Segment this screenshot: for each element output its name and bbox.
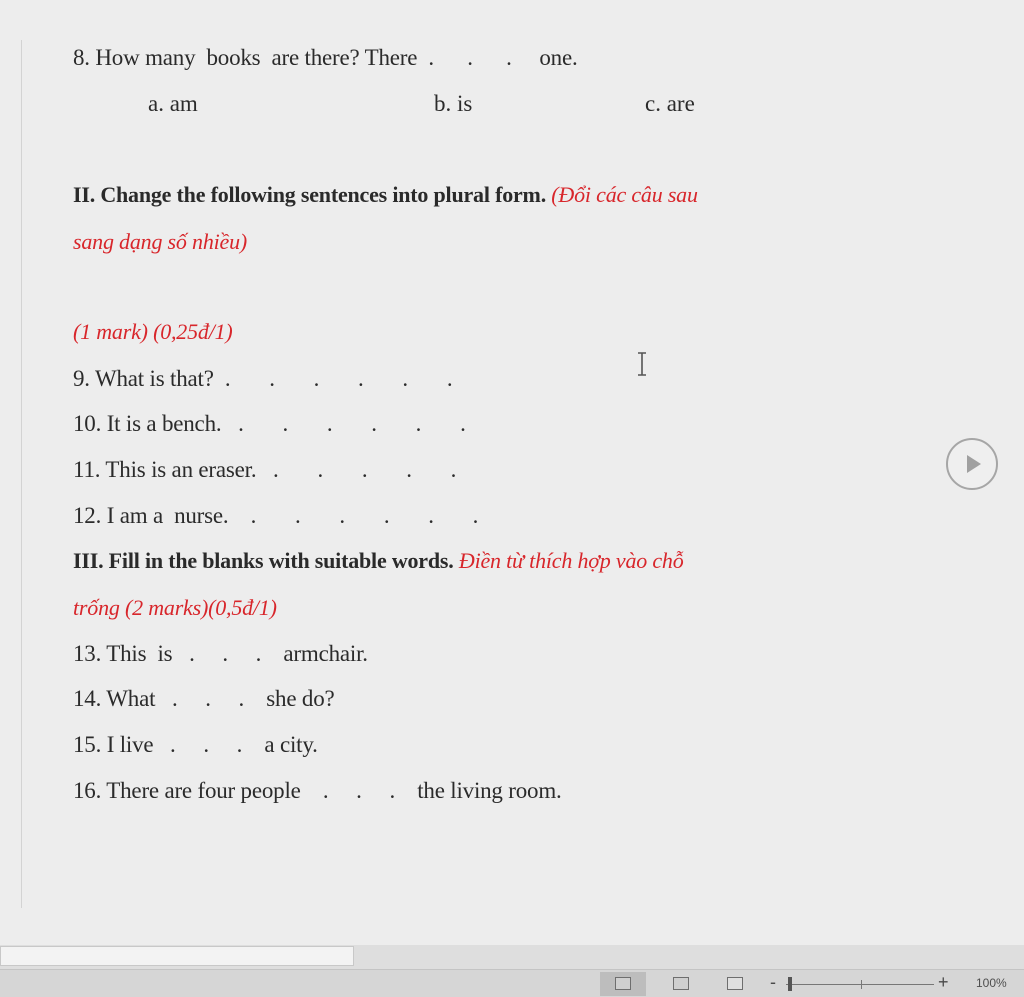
question-13: 13. This is . . . armchair. bbox=[73, 641, 368, 666]
zoom-slider-midpoint bbox=[861, 980, 862, 989]
full-screen-reading-button[interactable] bbox=[658, 972, 704, 996]
question-12: 12. I am a nurse. . . . . . . bbox=[73, 503, 479, 528]
full-screen-reading-icon bbox=[673, 977, 689, 990]
print-layout-button[interactable] bbox=[600, 972, 646, 996]
section-2-heading-vi: (Đổi các câu sau bbox=[551, 182, 698, 207]
section-2-heading-en: II. Change the following sentences into plural form. bbox=[73, 182, 552, 207]
section-3-heading bbox=[73, 547, 684, 575]
question-11: 11. This is an eraser. . . . . . bbox=[73, 457, 457, 482]
section-2-heading bbox=[73, 181, 698, 209]
section-3-heading-en: III. Fill in the blanks with suitable words. bbox=[73, 548, 459, 573]
section-3-heading-vi-cont: trống (2 marks)(0,5đ/1) bbox=[73, 595, 277, 620]
question-8: 8. How many books are there? There . . . one. bbox=[73, 45, 578, 70]
question-16: 16. There are four people . . . the living room. bbox=[73, 778, 562, 803]
section-2-heading-vi-cont: sang dạng số nhiều) bbox=[73, 229, 248, 254]
zoom-slider-track[interactable] bbox=[786, 984, 934, 985]
web-layout-button[interactable] bbox=[712, 972, 758, 996]
question-9: 9. What is that? . . . . . . bbox=[73, 366, 453, 391]
play-button[interactable] bbox=[946, 438, 998, 490]
section-2-marks: (1 mark) (0,25đ/1) bbox=[73, 319, 233, 344]
zoom-out-button[interactable]: - bbox=[770, 972, 776, 992]
zoom-level[interactable]: 100% bbox=[976, 976, 1007, 990]
zoom-slider-thumb[interactable] bbox=[788, 977, 792, 991]
question-14: 14. What . . . she do? bbox=[73, 686, 335, 711]
q8-option-a: a. am bbox=[148, 91, 198, 116]
section-3-heading-vi: Điền từ thích hợp vào chỗ bbox=[458, 548, 684, 573]
page-left-edge bbox=[21, 40, 22, 908]
play-icon bbox=[967, 455, 981, 473]
q8-option-c: c. are bbox=[645, 91, 695, 116]
status-bar bbox=[0, 969, 1024, 997]
question-15: 15. I live . . . a city. bbox=[73, 732, 318, 757]
question-10: 10. It is a bench. . . . . . . bbox=[73, 411, 466, 436]
ibeam-cursor-icon bbox=[636, 352, 648, 376]
print-layout-icon bbox=[615, 977, 631, 990]
horizontal-scrollbar-thumb[interactable] bbox=[0, 946, 354, 966]
q8-option-b: b. is bbox=[434, 91, 473, 116]
zoom-in-button[interactable]: + bbox=[938, 972, 949, 992]
web-layout-icon bbox=[727, 977, 743, 990]
